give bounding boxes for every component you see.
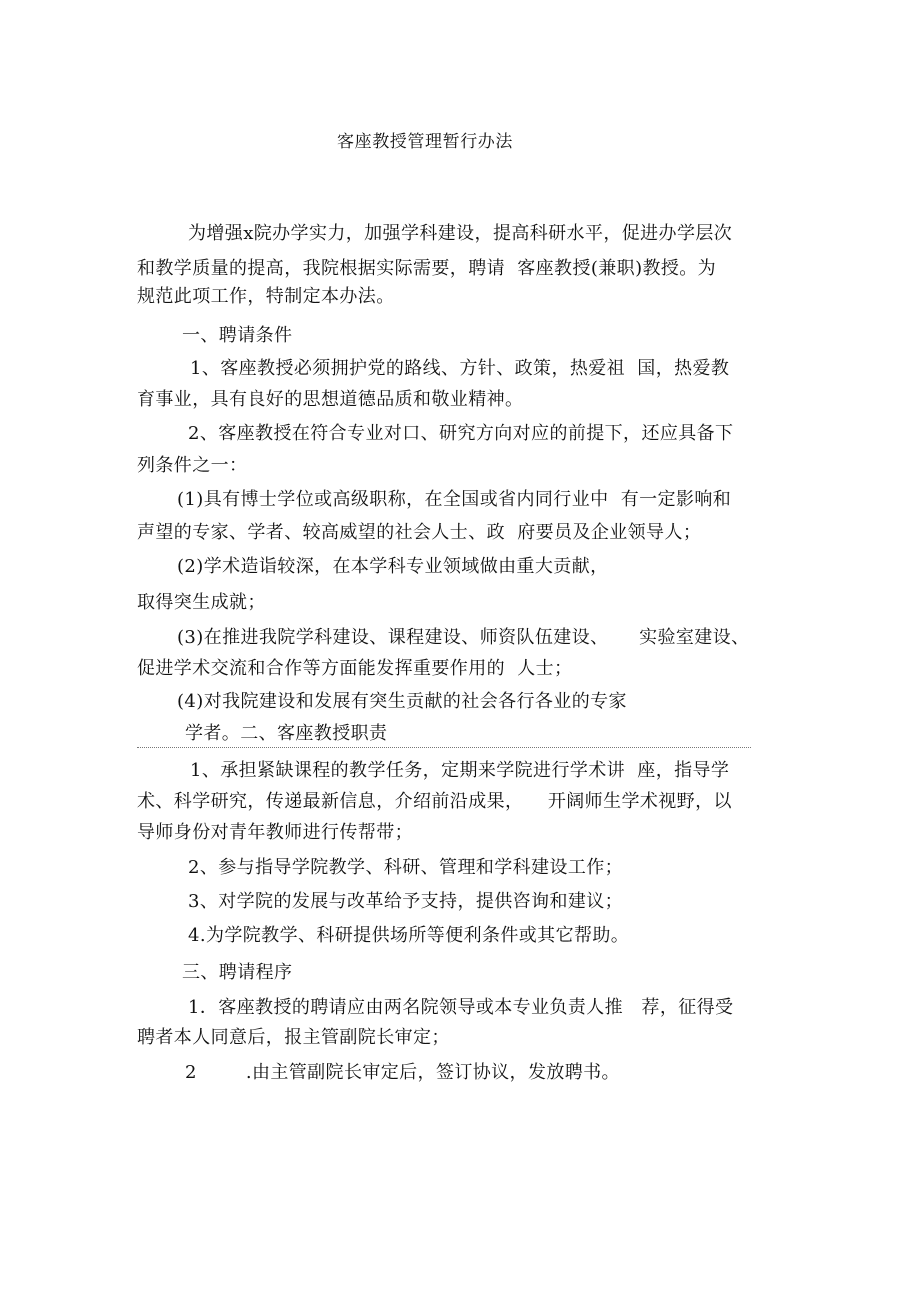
section3-item-1-line-2: 聘者本人同意后，报主管副院长审定； (137, 1027, 450, 1048)
section2-item-2: 2、参与指导学院教学、科研、管理和学科建设工作； (188, 857, 624, 878)
section2-item-3: 3、对学院的发展与改革给予支持，提供咨询和建议； (188, 891, 624, 912)
condition-1-line-1: (1)具有博士学位或高级职称，在全国或省内同行业中 有一定影响和 (177, 489, 732, 510)
intro-line-3: 规范此项工作，特制定本办法。 (137, 286, 395, 307)
section2-item-4: 4.为学院教学、科研提供场所等便利条件或其它帮助。 (188, 925, 630, 946)
section1-item-1-line-2: 育事业，具有良好的思想道德品质和敬业精神。 (137, 389, 524, 410)
condition-2-line-2: 取得突生成就； (137, 592, 266, 613)
section-heading-3: 三、聘请程序 (182, 962, 293, 983)
document-title: 客座教授管理暂行办法 (337, 132, 513, 152)
dotted-divider (137, 747, 751, 748)
condition-3-line-1: (3)在推进我院学科建设、课程建设、师资队伍建设、 实验室建设、 (177, 627, 750, 648)
section1-item-2-line-1: 2、客座教授在符合专业对口、研究方向对应的前提下，还应具备下 (188, 423, 734, 444)
intro-line-1: 为增强x院办学实力，加强学科建设，提高科研水平，促进办学层次 (188, 223, 733, 244)
section3-item-1-line-1: 1．客座教授的聘请应由两名院领导或本专业负责人推 荐，征得受 (188, 997, 734, 1018)
section2-item-1-line-2: 术、科学研究，传递最新信息，介绍前沿成果， 开阔师生学术视野，以 (137, 791, 732, 812)
section2-item-1-line-3: 导师身份对青年教师进行传帮带； (137, 822, 413, 843)
section2-item-1-line-1: 1、承担紧缺课程的教学任务，定期来学院进行学术讲 座，指导学 (190, 760, 730, 781)
condition-1-line-2: 声望的专家、学者、较高威望的社会人士、政 府要员及企业领导人； (137, 522, 702, 543)
condition-3-line-2: 促进学术交流和合作等方面能发挥重要作用的 人士； (137, 658, 573, 679)
condition-4-line-2: 学者。二、客座教授职责 (185, 723, 388, 744)
section1-item-1-line-1: 1、客座教授必须拥护党的路线、方针、政策，热爱祖 国，热爱教 (190, 358, 730, 379)
section-heading-1: 一、聘请条件 (182, 325, 293, 346)
condition-2-line-1: (2)学术造诣较深，在本学科专业领域做由重大贡献， (177, 556, 609, 577)
section1-item-2-line-2: 列条件之一： (137, 455, 248, 476)
intro-line-2: 和教学质量的提高，我院根据实际需要，聘请 客座教授(兼职)教授。为 (137, 258, 717, 279)
condition-4-line-1: (4)对我院建设和发展有突生贡献的社会各行各业的专家 (177, 691, 627, 712)
section3-item-2: 2 .由主管副院长审定后，签订协议，发放聘书。 (185, 1062, 620, 1083)
